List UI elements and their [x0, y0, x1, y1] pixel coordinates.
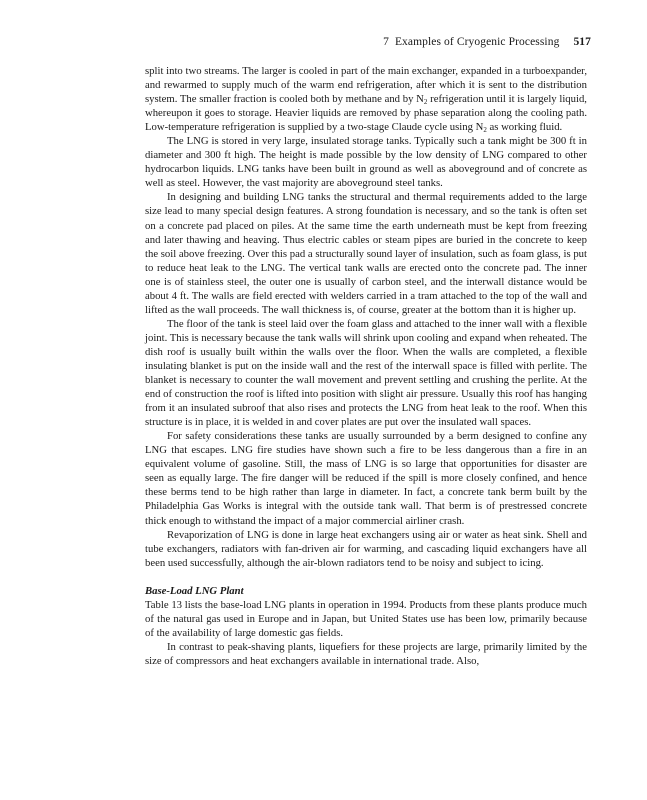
paragraph-6: Revaporization of LNG is done in large heat exchangers using air or water as heat sink. Shell and tube exchangers, radiators with fan-driven air for warming, and cascading liquid exchangers have all been used successfully, although the air-blown radiators tend to be noisy and subject to icing. [145, 528, 587, 569]
paragraph-7: Table 13 lists the base-load LNG plants in operation in 1994. Products from these plants produce much of the natural gas used in Europe and in Japan, but United States use has been low, primarily because of the availability of large domestic gas fields. [145, 598, 587, 639]
paragraph-5: For safety considerations these tanks are usually surrounded by a berm designed to confine any LNG that escapes. LNG fire studies have shown such a fire to be less dangerous than a fire in an equivalent volume of gasoline. Still, the mass of LNG is so large that opportunities for disaster are seen as equally large. The fire danger will be reduced if the spill is more closely confined, and hence these berms tend to be high rather than large in diameter. In fact, a concrete tank berm built by the Philadelphia Gas Works is integral with the outside tank wall. That berm is of prestressed concrete thick enough to withstand the impact of a major commercial airliner crash. [145, 430, 587, 527]
section-heading: Base-Load LNG Plant [145, 584, 244, 597]
paragraph-2: The LNG is stored in very large, insulated storage tanks. Typically such a tank might be 300 ft in diameter and 300 ft high. The height is made possible by the low density of LNG compared to other hydrocarbon liquids. LNG tanks have been built in ground as well as aboveground and of concrete as well as steel. However, the vast majority are aboveground steel tanks. [145, 135, 587, 190]
paragraph-8: In contrast to peak-shaving plants, liquefiers for these projects are large, primarily limited by the size of compressors and heat exchangers available in international trade. Also, [145, 640, 587, 667]
paragraph-1: split into two streams. The larger is cooled in part of the main exchanger, expanded in a turboexpander, and rewarmed to supply much of the warm end refrigeration, after which it is sent to the distribution system. The smaller fraction is cooled both by methane and by $N_2$ refrigeration until it is largely liquid, whereupon it goes to storage. Heavier liquids are removed by phase separation along the cooling path. Low-temperature refrigeration is supplied by a two-stage Claude cycle using $N_2$ as working fluid. [145, 65, 587, 135]
body-text [145, 64, 587, 668]
chapter-number: 7 [383, 36, 389, 48]
paragraph-4: The floor of the tank is steel laid over the foam glass and attached to the inner wall with a flexible joint. This is necessary because the tank walls will shrink upon cooling and expand when reheated. The dish roof is usually built within the walls over the floor. When the walls are completed, a flexible insulating blanket is put on the inside wall and the rest of the interwall space is filled with perlite. The blanket is necessary to counter the wall movement and prevent settling and crushing the perlite. At the end of construction the roof is lifted into position with slight air pressure. Usually this roof has hanging from it an insulated subroof that also rises and protects the LNG from heat leak to the roof. When this structure is in place, it is welded in and cover plates are put over the insulated wall spaces. [145, 317, 587, 429]
page-number: 517 [573, 36, 591, 48]
running-head [383, 36, 591, 48]
chapter-title: Examples of Cryogenic Processing [394, 36, 560, 48]
paragraph-3: In designing and building LNG tanks the structural and thermal requirements added to the large size lead to many special design features. A strong foundation is necessary, and so the tank is often set on a concrete pad placed on piles. At the same time the earth underneath must be kept from freezing and later thawing and heaving. Thus electric cables or steam pipes are buried in the concrete to keep the soil above freezing. Over this pad a structurally sound layer of insulation, such as foam glass, is put to reduce heat leak to the LNG. The vertical tank walls are erected onto the concrete pad. The inner one is of stainless steel, the outer one is usually of carbon steel, and the interwall distance would be about 4 ft. The walls are field erected with welders carried in a tram attached to the top of the wall and lifted as the wall proceeds. The wall thickness is, of course, greater at the bottom than it is higher up. [145, 191, 587, 316]
